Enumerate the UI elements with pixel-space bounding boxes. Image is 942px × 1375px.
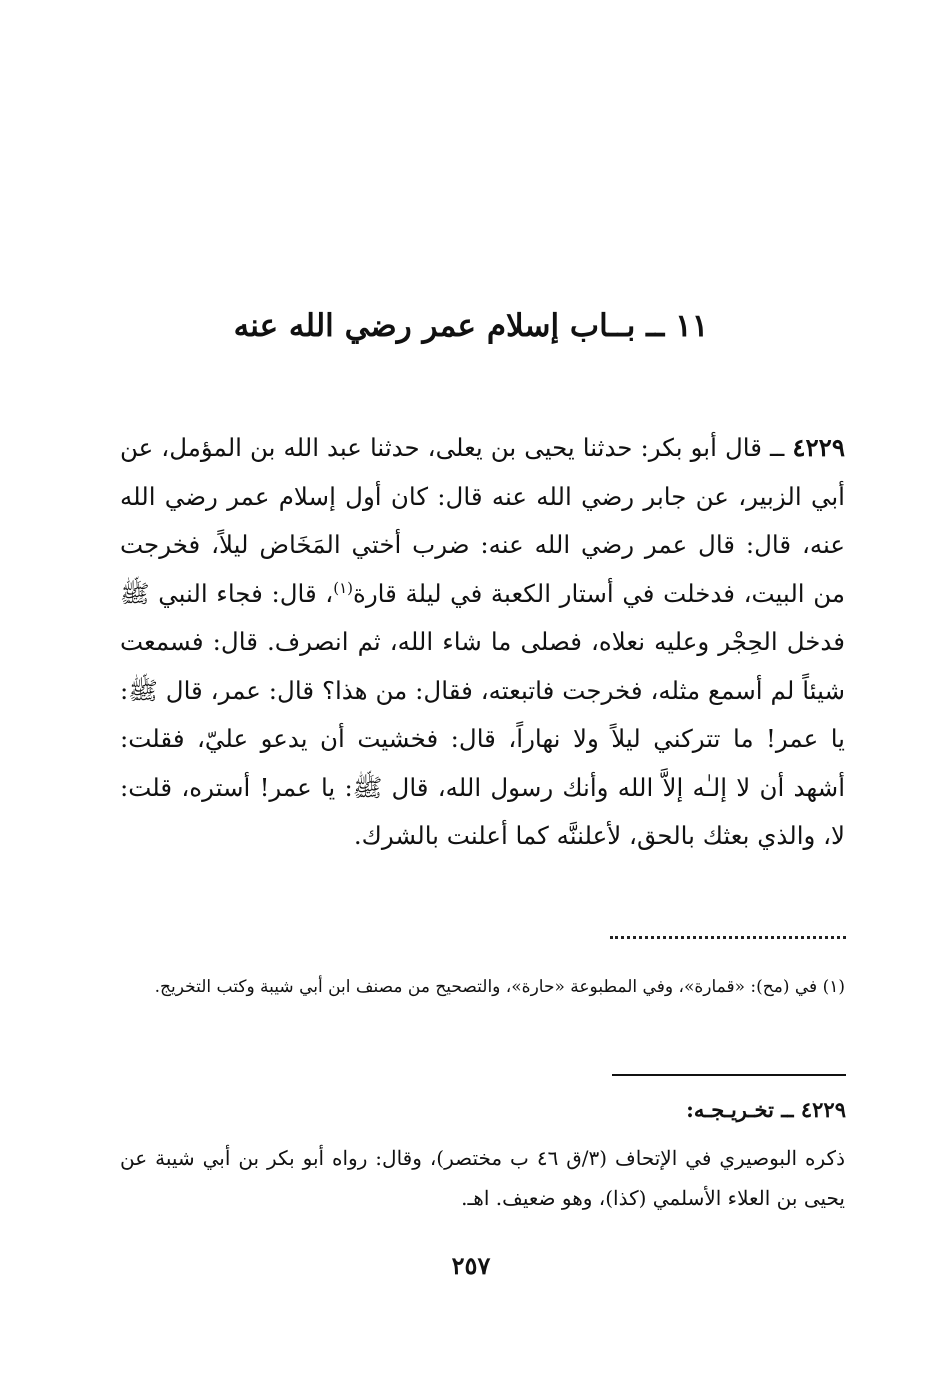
footnote-dotted-separator: [610, 936, 846, 939]
footnote: (١) في (مح): «قمارة»، وفي المطبوعة «حارة»، والتصحيح من مصنف ابن أبي شيبة وكتب التخريج.: [154, 977, 845, 997]
takhrij-heading: ٤٢٢٩ ــ تخـريـجـه:: [686, 1097, 846, 1122]
hadith-text-part-2: ، قال: فجاء النبي ﷺ فدخل الحِجْر وعليه نعلاه، فصلى ما شاء الله، ثم انصرف. قال: فسمعت شيئاً لم أسمع مثله، فخرجت فاتبعته، فقال: من هذا؟ قال: عمر، قال ﷺ: يا عمر! ما تتركني ليلاً ولا نهاراً، قال: فخشيت أن يدعو عليّ، فقلت: أشهد أن لا إلـٰه إلاَّ الله وأنك رسول الله، قال ﷺ: يا عمر! أستره، قلت: لا، والذي بعثك بالحق، لأعلننَّه كما أعلنت بالشرك.: [120, 578, 845, 850]
hadith-separator: ــ: [769, 433, 785, 462]
page-number: ٢٥٧: [451, 1251, 491, 1280]
hadith-text-part-1: قال أبو بكر: حدثنا يحيى بن يعلى، حدثنا عبد الله بن المؤمل، عن أبي الزبير، عن جابر رضي الله عنه قال: كان أول إسلام عمر رضي الله عنه، قال: قال عمر رضي الله عنه: ضرب أختي المَخَاض ليلاً، فخرجت من البيت، فدخلت في أستار الكعبة في ليلة قارة: [120, 433, 845, 608]
hadith-paragraph: [120, 424, 845, 861]
chapter-title: ١١ ــ بــاب إسلام عمر رضي الله عنه: [233, 308, 709, 344]
hadith-number: ٤٢٢٩: [792, 433, 845, 462]
footnote-marker: (١): [333, 578, 353, 597]
takhrij-text: ذكره البوصيري في الإتحاف (٣/ق ٤٦ ب مختصر)، وقال: رواه أبو بكر بن أبي شيبة عن يحيى بن العلاء الأسلمي (كذا)، وهو ضعيف. اهـ.: [120, 1146, 845, 1210]
takhrij-separator-rule: [612, 1074, 846, 1076]
